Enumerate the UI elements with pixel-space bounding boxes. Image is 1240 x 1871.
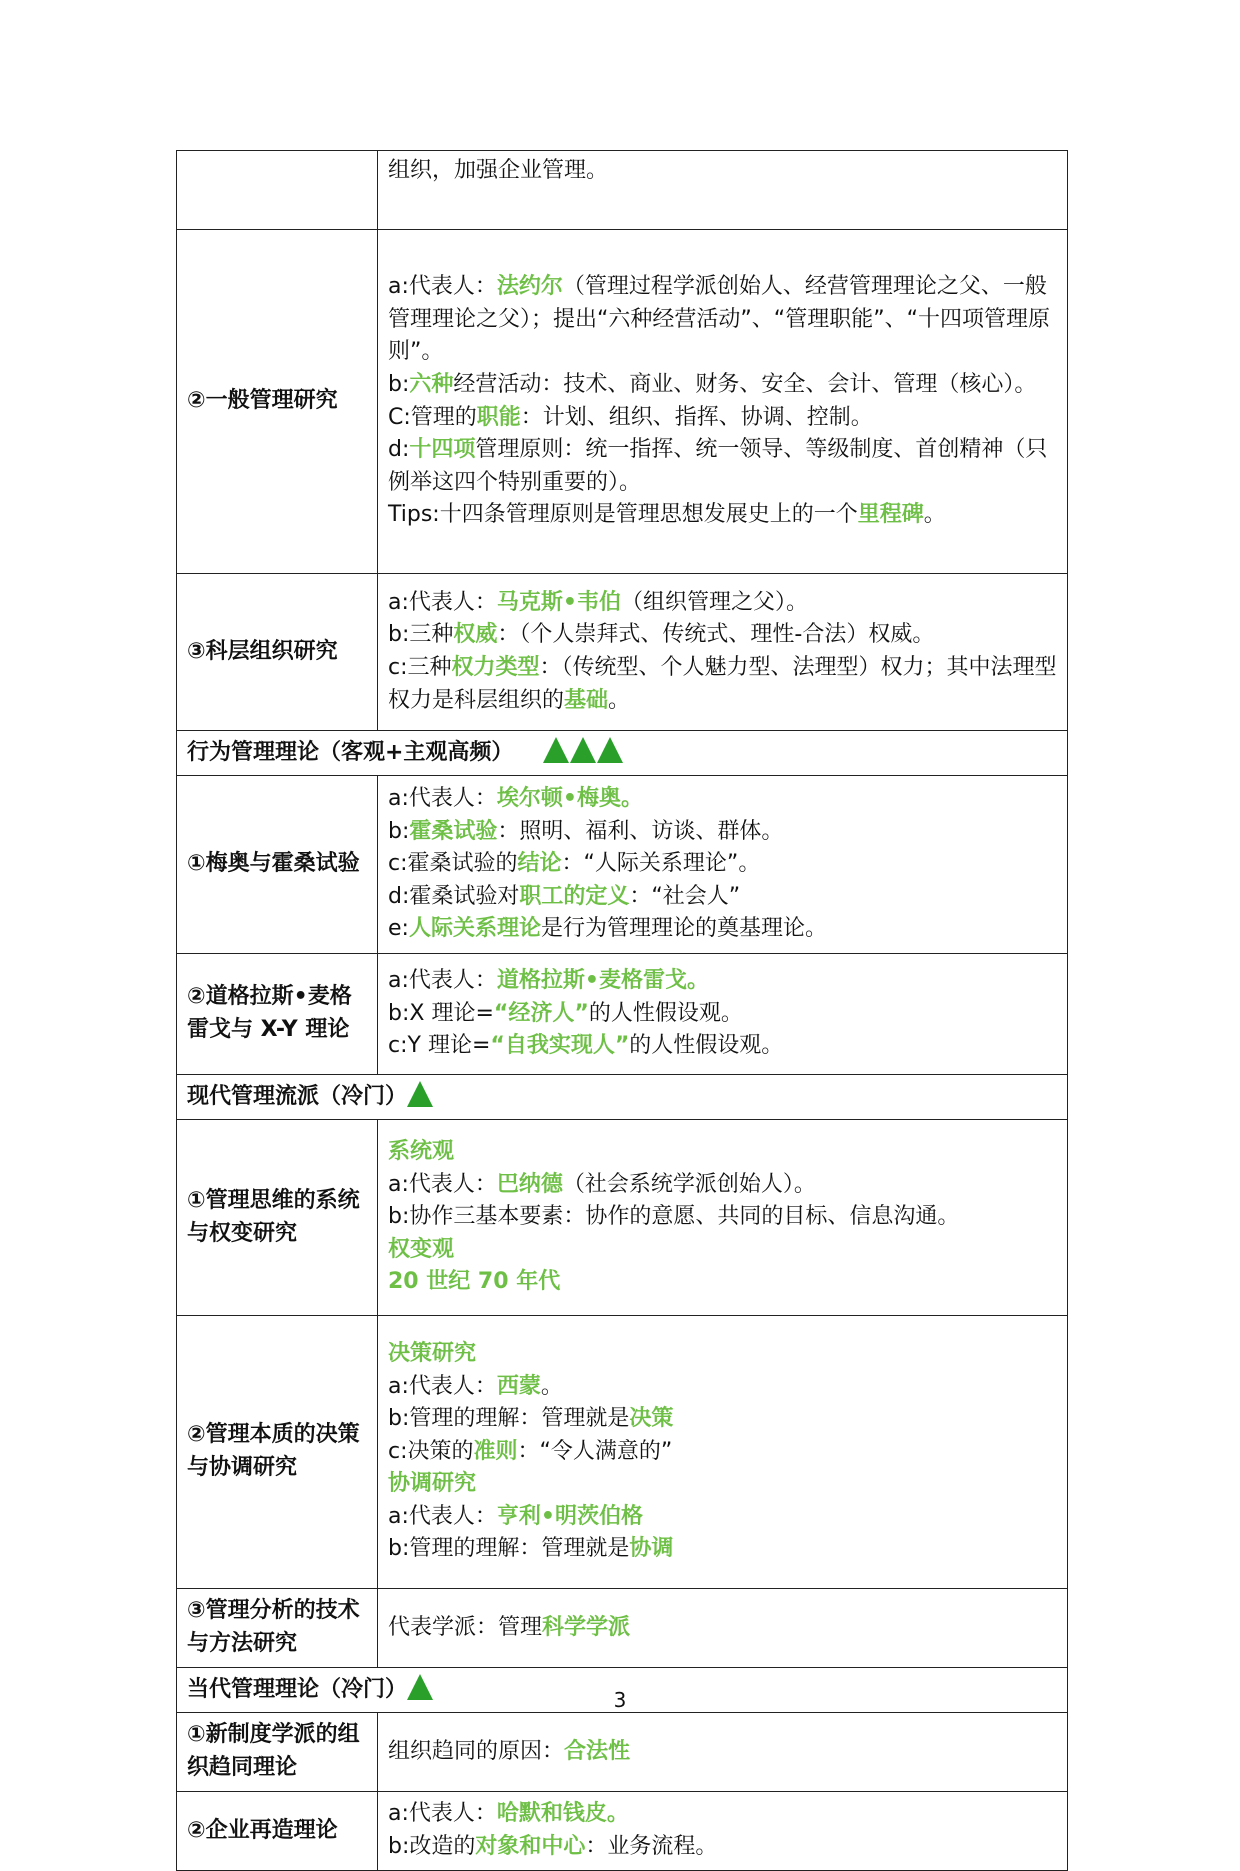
content-line [388,1501,1057,1534]
plain-text: ：照明、福利、访谈、群体。 [497,818,784,844]
plain-text: 经营活动：技术、商业、财务、安全、会计、管理（核心）。 [453,371,1037,397]
plain-text: c:霍桑试验的 [388,851,518,877]
content-line [388,1533,1057,1566]
content-line [388,783,1057,816]
plain-text: Tips:十四条管理原则是管理思想发展史上的一个 [388,502,858,528]
plain-text: ：业务流程。 [585,1834,718,1859]
highlight-text: 合法性 [564,1738,631,1764]
highlight-text: 马克斯•韦伯 [496,589,621,615]
section-heading [177,731,1068,776]
content-line [388,1030,1057,1063]
plain-text: a:代表人： [388,274,497,300]
content-line [388,1403,1057,1436]
row-content [378,1713,1068,1792]
plain-text: 是行为管理理论的奠基理论。 [540,916,827,942]
plain-text: 组织趋同的原因： [388,1738,565,1764]
content-line [388,587,1057,620]
row-label: ②企业再造理论 [177,1792,378,1871]
section-row [177,731,1068,776]
content-line [388,1612,1057,1645]
plain-text: a:代表人： [388,1171,497,1197]
highlight-text: 系统观 [388,1139,455,1165]
plain-text: 代表学派：管理 [388,1614,543,1640]
section-title: 行为管理理论（客观+主观高频） [187,739,514,765]
content-line [388,816,1057,849]
row-content [378,776,1068,954]
row-label: ①新制度学派的组织趋同理论 [177,1713,378,1792]
content-line [388,271,1057,369]
highlight-text: “经济人” [493,1000,589,1026]
table-row [177,574,1068,731]
highlight-text: 亨利•明茨伯格 [496,1503,643,1529]
row-label: ③管理分析的技术与方法研究 [177,1589,378,1668]
content-line [388,1371,1057,1404]
triangle-icon [570,737,596,763]
plain-text: ：（传统型、个人魅力型、法理型）权力；其中法理型权力是科层组织的 [388,655,1057,713]
highlight-text: 基础 [564,687,609,713]
table-row [177,1120,1068,1316]
content-line [388,1798,1057,1831]
plain-text: ：（个人崇拜式、传统式、理性-合法）权威。 [497,622,935,648]
content-line [388,1266,1057,1299]
content-line [388,499,1057,532]
row-label: ③科层组织研究 [177,574,378,731]
content-line [388,1136,1057,1169]
plain-text: b:X 理论= [388,1000,494,1026]
plain-text: ：“令人满意的” [517,1438,673,1464]
content-line [388,881,1057,914]
content-line [388,619,1057,652]
notes-table [176,150,1068,1871]
row-content [378,954,1068,1075]
plain-text: ：计划、组织、指挥、协调、控制。 [520,404,873,430]
content-line [388,369,1057,402]
plain-text: d: [388,437,410,463]
section-heading [177,1075,1068,1120]
table-row [177,151,1068,230]
plain-text: c:Y 理论= [388,1033,491,1059]
row-content [378,1589,1068,1668]
table-row [177,230,1068,574]
row-label: ②管理本质的决策与协调研究 [177,1316,378,1589]
row-content [378,574,1068,731]
highlight-text: 六种 [409,371,454,397]
row-label: ②一般管理研究 [177,230,378,574]
highlight-text: 对象和中心 [475,1834,586,1859]
highlight-text: 哈默和钱皮。 [496,1801,629,1827]
plain-text: b:管理的理解：管理就是 [388,1406,630,1432]
content-line [388,1234,1057,1267]
highlight-text: 人际关系理论 [408,916,541,942]
content-line [388,913,1057,946]
plain-text: 管理原则：统一指挥、统一领导、等级制度、首创精神（只例举这四个特别重要的）。 [388,437,1048,495]
plain-text: a:代表人： [388,786,497,812]
content-line [388,1831,1057,1864]
content-line [388,998,1057,1031]
table-row [177,954,1068,1075]
highlight-text: 霍桑试验 [409,818,498,844]
plain-text: b:改造的 [388,1834,476,1859]
table-row [177,1589,1068,1668]
highlight-text: 权力类型 [451,655,540,680]
plain-text: b:管理的理解：管理就是 [388,1536,630,1562]
plain-text: 的人性假设观。 [588,1000,743,1026]
highlight-text: 道格拉斯•麦格雷戈。 [496,968,709,994]
plain-text: 的人性假设观。 [629,1033,784,1059]
content-line [388,1436,1057,1469]
content-line [388,155,1057,188]
plain-text: c:决策的 [388,1438,474,1464]
plain-text: a:代表人： [388,1373,497,1399]
table-row [177,1713,1068,1792]
highlight-text: 协调研究 [388,1471,477,1497]
highlight-text: 决策 [629,1406,674,1432]
triangle-icon [407,1081,433,1107]
highlight-text: 十四项 [409,437,476,463]
plain-text: C:管理的 [388,404,477,430]
plain-text: a:代表人： [388,1801,497,1827]
content-line [388,848,1057,881]
page-number: 3 [613,1688,627,1712]
highlight-text: 准则 [473,1438,518,1464]
section-title: 现代管理流派（冷门） [187,1083,408,1109]
row-content [378,1316,1068,1589]
content-line [388,1338,1057,1371]
plain-text: e: [388,916,409,942]
highlight-text: 协调 [629,1536,674,1562]
highlight-text: 决策研究 [388,1340,477,1366]
content-line [388,965,1057,998]
plain-text: （社会系统学派创始人）。 [562,1171,816,1197]
highlight-text: 里程碑 [857,502,924,528]
row-label: ①管理思维的系统与权变研究 [177,1120,378,1316]
highlight-text: 科学学派 [542,1614,631,1640]
highlight-text: 埃尔顿•梅奥。 [496,786,643,812]
plain-text: b: [388,371,410,397]
plain-text: a:代表人： [388,589,497,615]
highlight-text: 巴纳德 [496,1171,563,1197]
content-line [388,1736,1057,1769]
row-label: ①梅奥与霍桑试验 [177,776,378,954]
content-line [388,434,1057,499]
section-row [177,1075,1068,1120]
plain-text: 组织，加强企业管理。 [388,158,609,183]
plain-text: b:协作三基本要素：协作的意愿、共同的目标、信息沟通。 [388,1204,960,1230]
plain-text: b:三种 [388,622,454,648]
content-line [388,1468,1057,1501]
section-title: 当代管理理论（冷门） [187,1676,408,1702]
highlight-text: 职工的定义 [519,883,630,909]
highlight-text: 法约尔 [496,274,563,300]
plain-text: （组织管理之父）。 [620,589,808,615]
highlight-text: 权变观 [388,1236,455,1262]
plain-text: b: [388,818,410,844]
plain-text: ：“人际关系理论”。 [561,851,761,877]
table-row [177,776,1068,954]
highlight-text: 结论 [517,851,562,877]
row-content [378,1120,1068,1316]
content-line [388,1201,1057,1234]
plain-text: （管理过程学派创始人、经营管理理论之父、一般管理理论之父）；提出“六种经营活动”、“管理职能”、“十四项管理原则”。 [388,274,1050,365]
content-line [388,652,1057,717]
row-content [378,1792,1068,1871]
row-content [378,151,1068,230]
triangle-icon [543,737,569,763]
plain-text: a:代表人： [388,1503,497,1529]
plain-text: d:霍桑试验对 [388,883,520,909]
row-label [177,151,378,230]
plain-text: 。 [540,1373,563,1399]
highlight-text: “自我实现人” [490,1033,630,1059]
highlight-text: 权威 [453,622,498,648]
plain-text: a:代表人： [388,968,497,994]
table-row [177,1792,1068,1871]
highlight-text: 西蒙 [496,1373,541,1399]
row-label: ②道格拉斯•麦格雷戈与 X-Y 理论 [177,954,378,1075]
content-line [388,1169,1057,1202]
plain-text: 。 [608,687,631,713]
plain-text: 。 [923,502,946,528]
table-row [177,1316,1068,1589]
content-line [388,402,1057,435]
triangle-icon [597,737,623,763]
plain-text: c:三种 [388,655,452,680]
highlight-text: 20 世纪 70 年代 [388,1269,561,1295]
plain-text: ：“社会人” [629,883,741,909]
highlight-text: 职能 [476,404,521,430]
row-content [378,230,1068,574]
